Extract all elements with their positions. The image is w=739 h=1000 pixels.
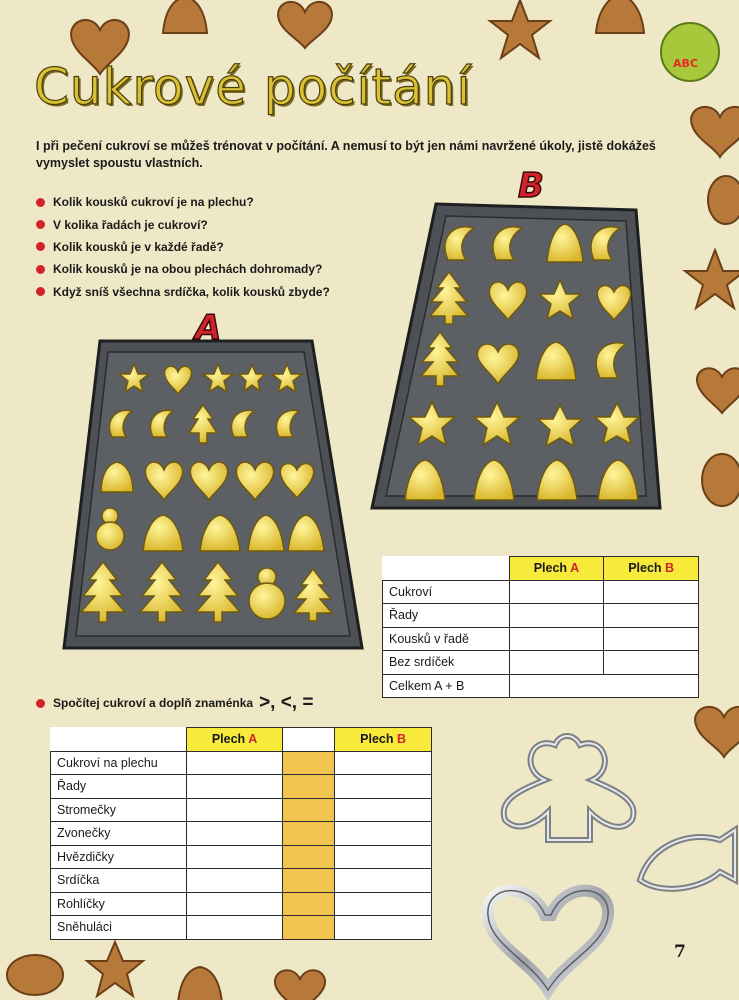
angel-cutter-icon	[504, 736, 634, 840]
table-row	[51, 775, 432, 799]
answer-cell[interactable]	[335, 798, 432, 822]
gingerbread-star-icon	[490, 0, 550, 58]
answer-cell[interactable]	[335, 751, 432, 775]
gingerbread-bell-icon	[163, 0, 207, 33]
answer-cell[interactable]	[186, 798, 283, 822]
bullet-icon	[36, 198, 45, 207]
row-label: Sněhuláci	[51, 916, 187, 940]
comparison-signs: >, <, =	[259, 692, 314, 713]
table-header-row	[51, 728, 432, 752]
sign-cell[interactable]	[283, 869, 335, 893]
row-label: Hvězdičky	[51, 845, 187, 869]
answer-cell[interactable]	[509, 627, 604, 651]
table-row	[51, 916, 432, 940]
table-corner	[51, 728, 187, 752]
comparison-table	[50, 727, 432, 940]
answer-cell[interactable]	[186, 845, 283, 869]
gingerbread-star-icon	[685, 250, 739, 308]
answer-cell[interactable]	[509, 674, 698, 698]
sign-cell[interactable]	[283, 892, 335, 916]
row-label: Řady	[383, 604, 510, 628]
bullet-icon	[36, 220, 45, 229]
bullet-icon	[36, 287, 45, 296]
list-item: Kolik kousků je v každé řadě?	[36, 236, 330, 258]
answer-cell[interactable]	[335, 775, 432, 799]
sign-column-header	[283, 728, 335, 752]
row-label: Srdíčka	[51, 869, 187, 893]
list-item: Když sníš všechna srdíčka, kolik kousků zbyde?	[36, 281, 330, 303]
answer-cell[interactable]	[604, 627, 699, 651]
table-row	[51, 798, 432, 822]
answer-cell[interactable]	[604, 604, 699, 628]
answer-cell[interactable]	[509, 604, 604, 628]
list-item: Kolik kousků cukroví je na plechu?	[36, 191, 330, 213]
gingerbread-oval-icon	[7, 955, 63, 995]
answer-cell[interactable]	[509, 580, 604, 604]
bullet-icon	[36, 242, 45, 251]
table-row	[383, 604, 699, 628]
fish-cutter-icon	[640, 830, 735, 889]
table-row	[51, 869, 432, 893]
gingerbread-star-icon	[87, 942, 143, 996]
gingerbread-oval-icon	[702, 454, 739, 506]
bullet-icon	[36, 699, 45, 708]
sign-cell[interactable]	[283, 751, 335, 775]
answer-cell[interactable]	[186, 751, 283, 775]
gingerbread-heart-icon	[695, 707, 739, 757]
answer-cell[interactable]	[335, 845, 432, 869]
question-list	[36, 191, 330, 303]
answer-cell[interactable]	[335, 822, 432, 846]
gingerbread-heart-icon	[278, 2, 332, 48]
sign-cell[interactable]	[283, 845, 335, 869]
answer-cell[interactable]	[186, 822, 283, 846]
answer-cell[interactable]	[186, 892, 283, 916]
answer-cell[interactable]	[604, 651, 699, 675]
gingerbread-bell-icon	[178, 967, 222, 1000]
sign-cell[interactable]	[283, 822, 335, 846]
sign-cell[interactable]	[283, 916, 335, 940]
page-title: Cukrové počítání	[34, 58, 472, 116]
gingerbread-oval-icon	[708, 176, 739, 224]
table-row	[51, 845, 432, 869]
badge-circle	[660, 22, 720, 82]
table-row	[51, 822, 432, 846]
gingerbread-heart-icon	[275, 970, 325, 1000]
answer-cell[interactable]	[335, 869, 432, 893]
sign-cell[interactable]	[283, 798, 335, 822]
row-label: Bez srdíček	[383, 651, 510, 675]
row-label: Cukroví na plechu	[51, 751, 187, 775]
bullet-icon	[36, 265, 45, 274]
row-label: Cukroví	[383, 580, 510, 604]
row-label: Celkem A + B	[383, 674, 510, 698]
compare-instruction: Spočítej cukroví a doplň znaménka >, <, =	[36, 692, 313, 714]
gingerbread-heart-icon	[691, 107, 739, 157]
heart-cutter-icon	[488, 891, 608, 990]
column-header-plech-b: Plech B	[604, 557, 699, 581]
column-header-plech-a: Plech A	[509, 557, 604, 581]
row-label: Zvonečky	[51, 822, 187, 846]
list-item: V kolika řadách je cukroví?	[36, 213, 330, 235]
gingerbread-bell-icon	[596, 0, 644, 33]
table-header-row	[383, 557, 699, 581]
badge-abc-text: ABC	[673, 57, 698, 70]
table-corner	[383, 557, 510, 581]
table-row	[383, 580, 699, 604]
page-number: 7	[674, 942, 686, 962]
row-label: Řady	[51, 775, 187, 799]
gingerbread-heart-icon	[697, 368, 739, 413]
answer-cell[interactable]	[186, 869, 283, 893]
row-label: Stromečky	[51, 798, 187, 822]
table-row	[51, 892, 432, 916]
sign-cell[interactable]	[283, 775, 335, 799]
table-row	[383, 674, 699, 698]
answer-cell[interactable]	[335, 892, 432, 916]
answer-cell[interactable]	[186, 775, 283, 799]
list-item: Kolik kousků je na obou plechách dohromady?	[36, 258, 330, 280]
column-header-plech-b: Plech B	[335, 728, 432, 752]
answer-cell[interactable]	[604, 580, 699, 604]
summary-table	[382, 556, 699, 698]
answer-cell[interactable]	[186, 916, 283, 940]
tray-b-label: B	[518, 166, 544, 206]
tray-a-label: A	[195, 308, 222, 348]
intro-text: I při pečení cukroví se můžeš trénovat v počítání. A nemusí to být jen námi navržené úkoly, jistě dokážeš vymyslet spoustu vlastních.	[36, 139, 656, 170]
table-row	[383, 627, 699, 651]
table-row	[383, 651, 699, 675]
row-label: Rohlíčky	[51, 892, 187, 916]
answer-cell[interactable]	[335, 916, 432, 940]
column-header-plech-a: Plech A	[186, 728, 283, 752]
table-row	[51, 751, 432, 775]
row-label: Kousků v řadě	[383, 627, 510, 651]
answer-cell[interactable]	[509, 651, 604, 675]
